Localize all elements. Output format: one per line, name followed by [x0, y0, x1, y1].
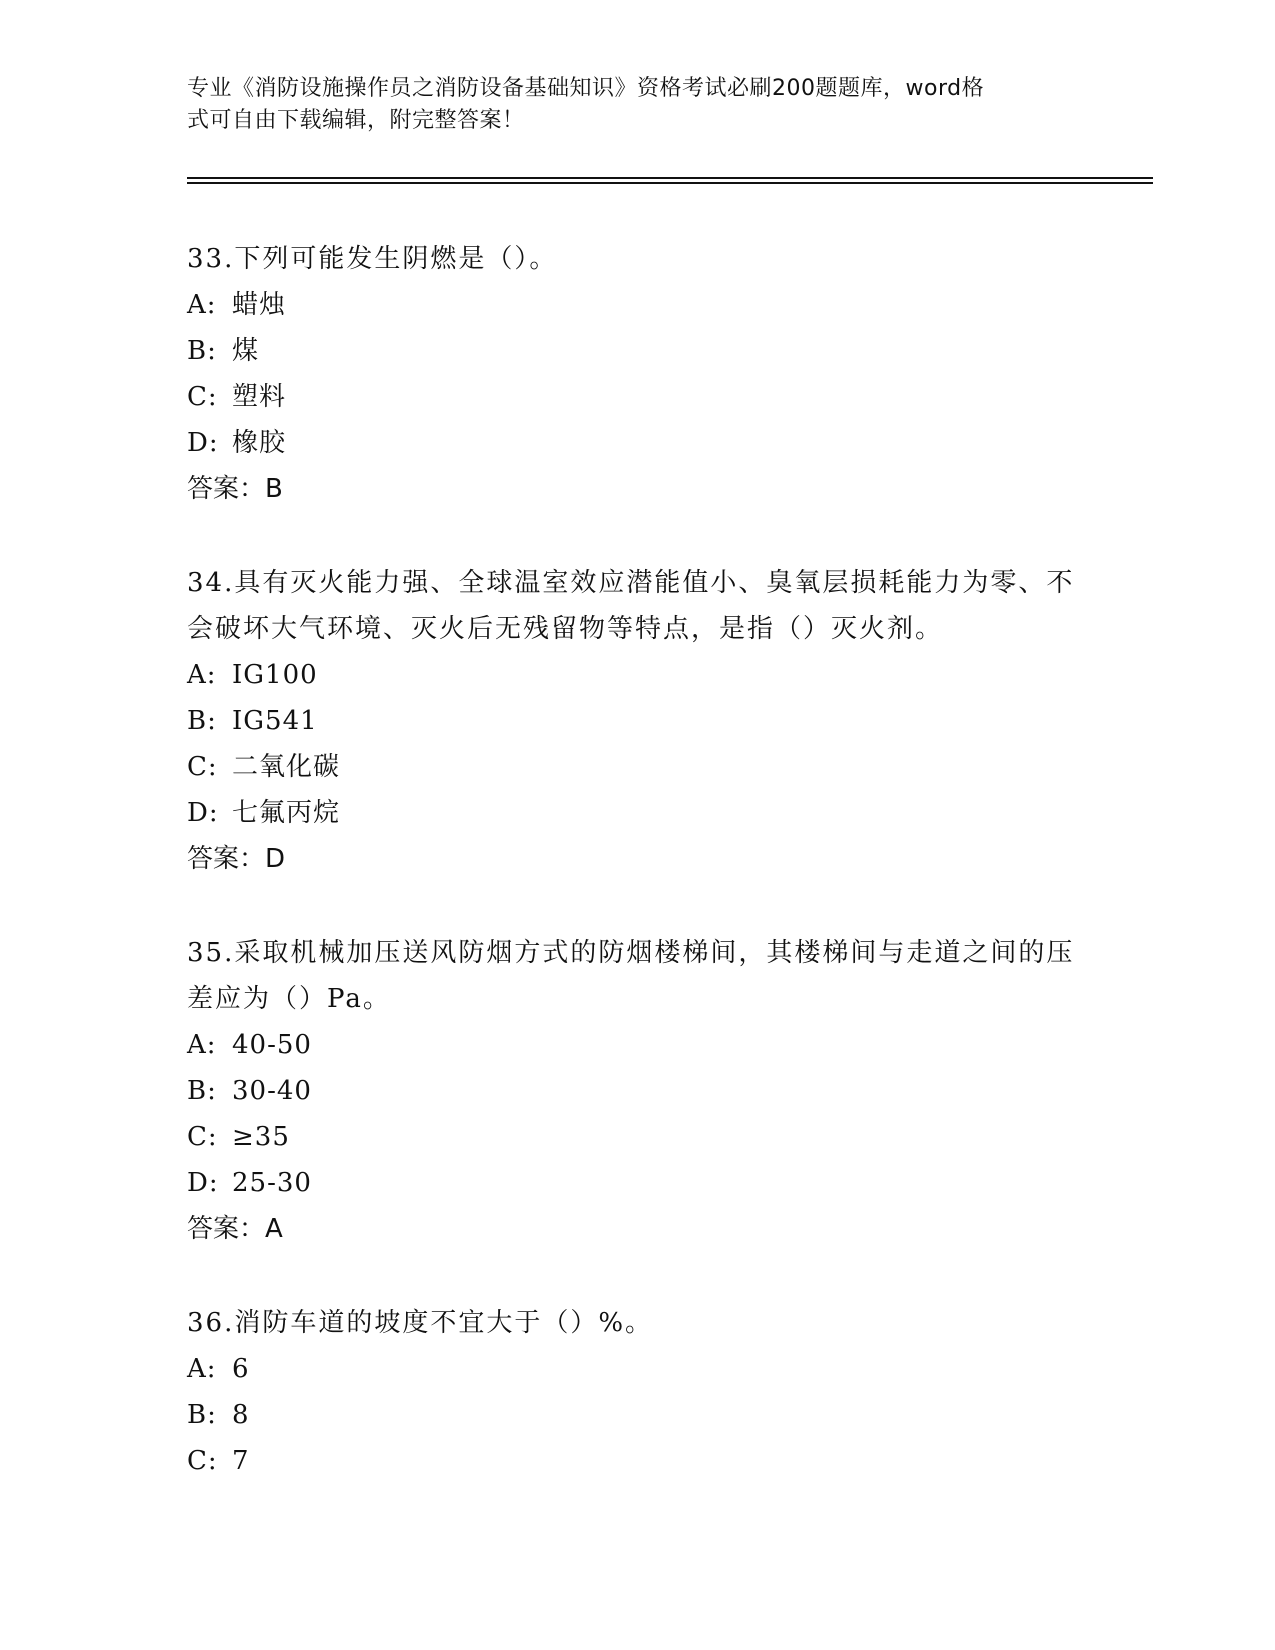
- question-33: [187, 236, 1087, 512]
- option-text: 25-30: [232, 1168, 312, 1198]
- option-key: B:: [187, 1076, 217, 1106]
- option-key: A:: [187, 1354, 217, 1384]
- option-c: [187, 1114, 1087, 1160]
- option-c: [187, 744, 1087, 790]
- option-text: 塑料: [232, 382, 287, 412]
- option-b: [187, 698, 1087, 744]
- option-a: [187, 1346, 1087, 1392]
- question-stem: 36.消防车道的坡度不宜大于（）%。: [187, 1308, 654, 1338]
- option-key: C:: [187, 1122, 218, 1152]
- option-text: 30-40: [232, 1076, 312, 1106]
- option-a: [187, 282, 1087, 328]
- header-rule-bottom: [187, 182, 1153, 184]
- option-text: 二氧化碳: [232, 752, 341, 782]
- option-key: C:: [187, 752, 218, 782]
- header-rule-top: [187, 177, 1153, 179]
- question-list: [187, 236, 1087, 1532]
- header-line-1: 专业《消防设施操作员之消防设备基础知识》资格考试必刷200题题库，word格: [187, 76, 985, 101]
- option-key: B:: [187, 1400, 217, 1430]
- option-a: [187, 1022, 1087, 1068]
- option-text: 6: [232, 1354, 250, 1384]
- option-key: A:: [187, 1030, 217, 1060]
- option-d: [187, 790, 1087, 836]
- option-key: C:: [187, 1446, 218, 1476]
- answer-line: 答案：B: [187, 474, 283, 504]
- option-d: [187, 1160, 1087, 1206]
- option-b: [187, 1392, 1087, 1438]
- header-line-2: 式可自由下载编辑，附完整答案！: [187, 108, 525, 133]
- option-text: 8: [232, 1400, 250, 1430]
- question-34: [187, 560, 1087, 882]
- option-text: 40-50: [232, 1030, 312, 1060]
- option-text: 蜡烛: [232, 290, 287, 320]
- answer-line: 答案：D: [187, 844, 286, 874]
- document-header: [187, 73, 1087, 137]
- option-text: ≥35: [232, 1122, 290, 1152]
- option-text: IG541: [232, 706, 318, 736]
- option-key: D:: [187, 428, 219, 458]
- question-36: [187, 1300, 1087, 1484]
- option-text: 煤: [232, 336, 260, 366]
- option-key: A:: [187, 660, 217, 690]
- option-text: 七氟丙烷: [232, 798, 341, 828]
- option-key: A:: [187, 290, 217, 320]
- option-key: D:: [187, 1168, 219, 1198]
- option-text: 7: [232, 1446, 250, 1476]
- option-key: C:: [187, 382, 218, 412]
- question-stem: 33.下列可能发生阴燃是（）。: [187, 244, 558, 274]
- option-key: B:: [187, 706, 217, 736]
- option-b: [187, 1068, 1087, 1114]
- question-stem: 35.采取机械加压送风防烟方式的防烟楼梯间，其楼梯间与走道之间的压差应为（）Pa。: [187, 938, 1075, 1014]
- option-key: D:: [187, 798, 219, 828]
- option-key: B:: [187, 336, 217, 366]
- answer-line: 答案：A: [187, 1214, 283, 1244]
- option-a: [187, 652, 1087, 698]
- question-35: [187, 930, 1087, 1252]
- option-c: [187, 1438, 1087, 1484]
- option-c: [187, 374, 1087, 420]
- question-stem: 34.具有灭火能力强、全球温室效应潜能值小、臭氧层损耗能力为零、不会破坏大气环境、灭火后无残留物等特点，是指（）灭火剂。: [187, 568, 1075, 644]
- option-d: [187, 420, 1087, 466]
- option-text: 橡胶: [232, 428, 287, 458]
- option-b: [187, 328, 1087, 374]
- option-text: IG100: [232, 660, 318, 690]
